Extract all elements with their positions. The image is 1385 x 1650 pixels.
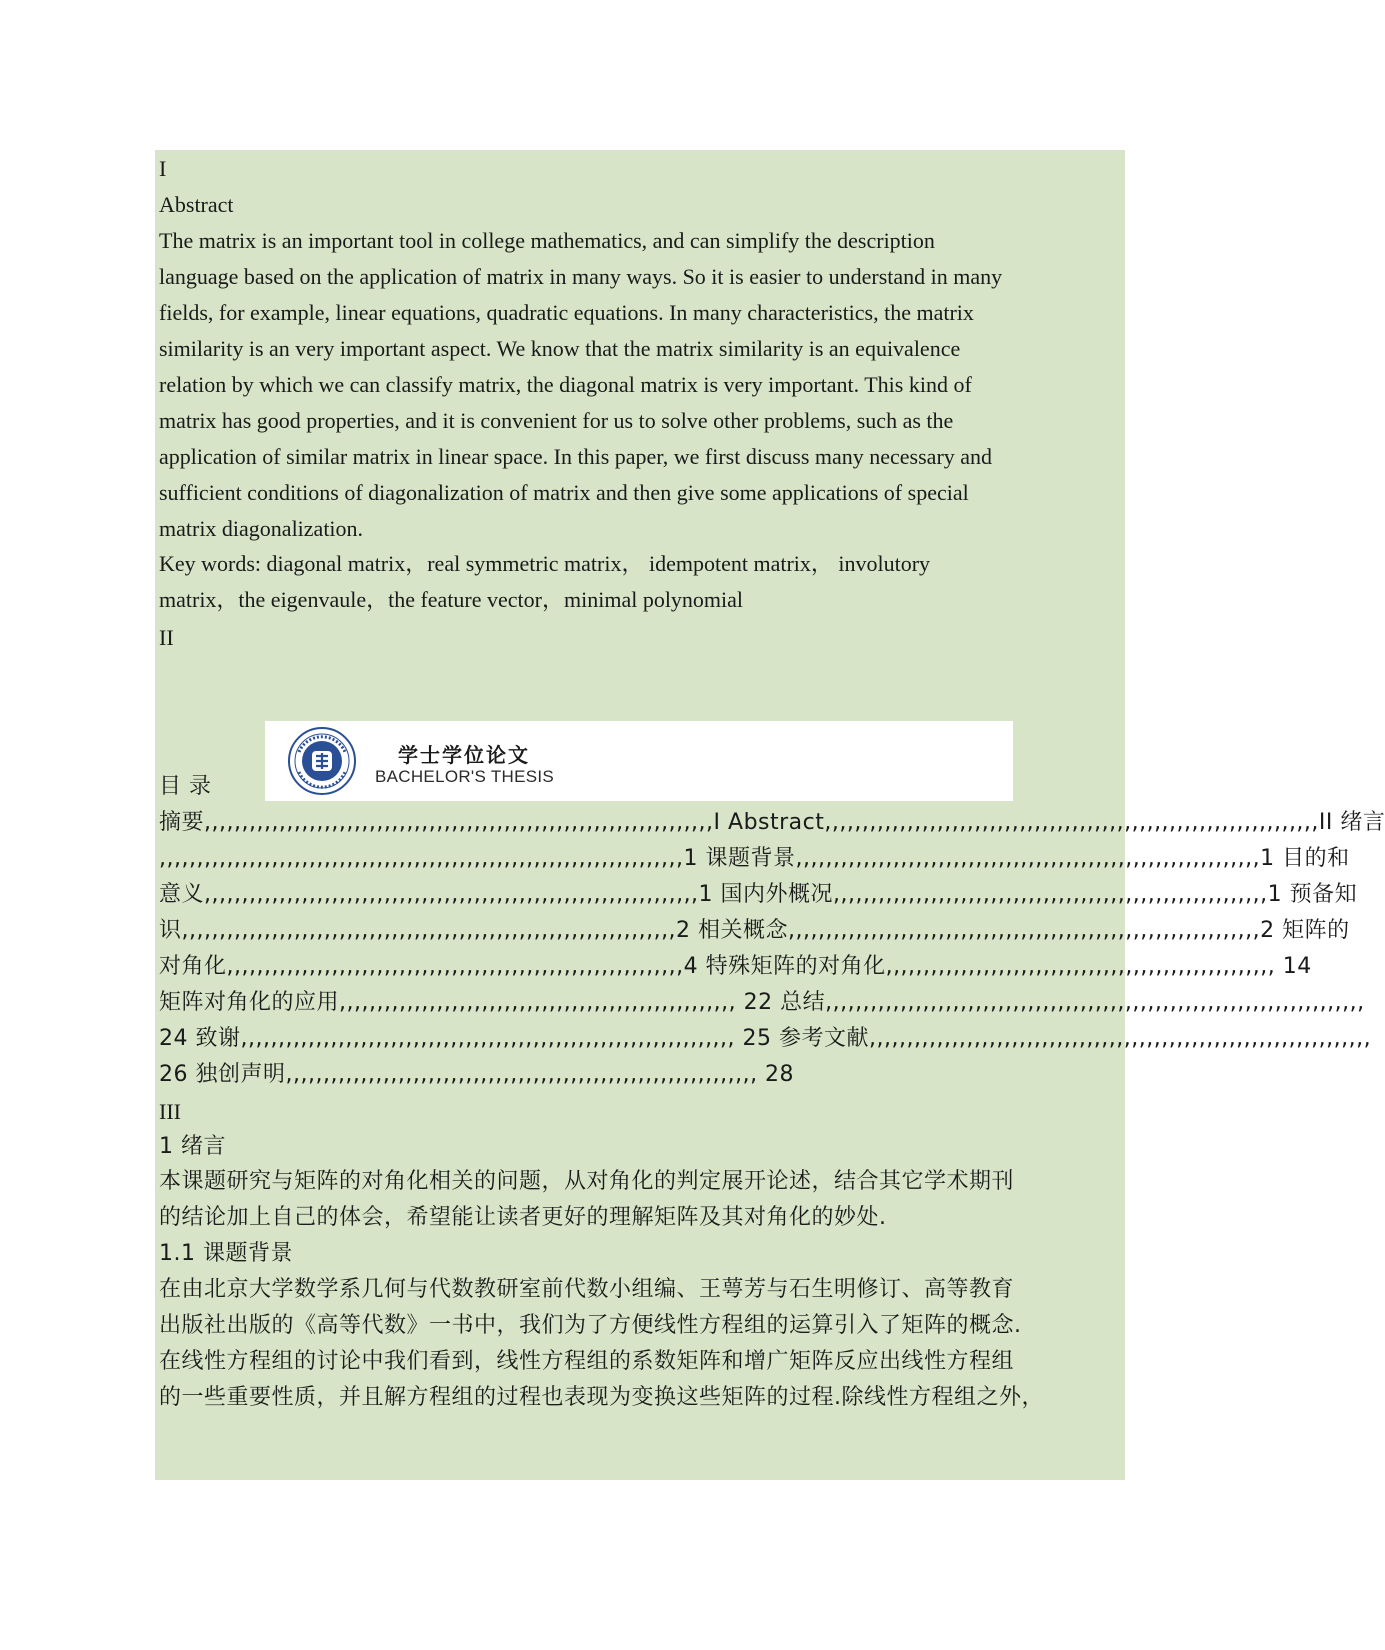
abstract-line: language based on the application of matrix in many ways. So it is easier to understand in many [159,264,1003,289]
section-1-1-line: 的一些重要性质，并且解方程组的过程也表现为变换这些矩阵的过程.除线性方程组之外， [159,1385,1044,1410]
section-1-1-line: 在线性方程组的讨论中我们看到，线性方程组的系数矩阵和增广矩阵反应出线性方程组 [159,1349,1015,1374]
toc-line: 对角化,,,,,,,,,,,,,,,,,,,,,,,,,,,,,,,,,,,,,,,,,,,,,,,,,,,,,,,,,,,,,4 特殊矩阵的对角化,,,,,,,,,,,,,,,,,,,,,,,,,,,,,,,,,,,,,,,,,,,,,,,,,,,, 14 [159,954,1312,979]
toc-line: 摘要,,,,,,,,,,,,,,,,,,,,,,,,,,,,,,,,,,,,,,,,,,,,,,,,,,,,,,,,,,,,,,,,,,,,I Abstract,,,,,,,,,,,,,,,,,,,,,,,,,,,,,,,,,,,,,,,,,,,,,,,,,,,,,,,,,,,,,,,,,,II 绪言 [159,810,1385,835]
abstract-line: application of similar matrix in linear space. In this paper, we first discuss many necessary and [159,444,993,469]
abstract-line: The matrix is an important tool in college mathematics, and can simplify the description [159,228,935,253]
document-text-block [155,150,1385,1480]
section-1-1-line: 出版社出版的《高等代数》一书中，我们为了方便线性方程组的运算引入了矩阵的概念. [159,1313,1022,1338]
toc-line: ,,,,,,,,,,,,,,,,,,,,,,,,,,,,,,,,,,,,,,,,,,,,,,,,,,,,,,,,,,,,,,,,,,,,,,1 课题背景,,,,,,,,,,,,,,,,,,,,,,,,,,,,,,,,,,,,,,,,,,,,,,,,,,,,,,,,,,,,,,1 目的和 [159,846,1350,871]
abstract-line: fields, for example, linear equations, quadratic equations. In many characteristics, the matrix [159,300,974,325]
abstract-line: similarity is an very important aspect. We know that the matrix similarity is an equivalence [159,336,961,361]
toc-line: 26 独创声明,,,,,,,,,,,,,,,,,,,,,,,,,,,,,,,,,,,,,,,,,,,,,,,,,,,,,,,,,,,,,,, 28 [159,1062,795,1087]
section-1-line: 的结论加上自己的体会，希望能让读者更好的理解矩阵及其对角化的妙处. [159,1205,887,1230]
page-marker-i: I [159,156,167,181]
section-1-line: 本课题研究与矩阵的对角化相关的问题，从对角化的判定展开论述，结合其它学术期刊 [159,1169,1015,1194]
section-1-heading: 1 绪言 [159,1134,226,1159]
abstract-line: sufficient conditions of diagonalization of matrix and then give some applications of special [159,480,969,505]
toc-line: 识,,,,,,,,,,,,,,,,,,,,,,,,,,,,,,,,,,,,,,,,,,,,,,,,,,,,,,,,,,,,,,,,,,2 相关概念,,,,,,,,,,,,,,,,,,,,,,,,,,,,,,,,,,,,,,,,,,,,,,,,,,,,,,,,,,,,,,,2 矩阵的 [159,918,1350,943]
toc-line: 24 致谢,,,,,,,,,,,,,,,,,,,,,,,,,,,,,,,,,,,,,,,,,,,,,,,,,,,,,,,,,,,,,,,,,, 25 参考文献,,,,,,,,,,,,,,,,,,,,,,,,,,,,,,,,,,,,,,,,,,,,,,,,,,,,,,,,,,,,,,,,,,, [159,1026,1372,1051]
abstract-line: relation by which we can classify matrix, the diagonal matrix is very important. This kind of [159,372,972,397]
page-marker-iii: III [159,1099,181,1124]
keywords-line: Key words: diagonal matrix，real symmetric matrix， idempotent matrix， involutory [159,551,931,576]
keywords-line: matrix，the eigenvaule，the feature vector，minimal polynomial [159,587,744,612]
toc-heading: 目 录 [159,774,212,799]
abstract-line: matrix diagonalization. [159,516,364,541]
toc-line: 意义,,,,,,,,,,,,,,,,,,,,,,,,,,,,,,,,,,,,,,,,,,,,,,,,,,,,,,,,,,,,,,,,,,1 国内外概况,,,,,,,,,,,,,,,,,,,,,,,,,,,,,,,,,,,,,,,,,,,,,,,,,,,,,,,,,,1 预备知 [159,882,1358,907]
section-1-1-line: 在由北京大学数学系几何与代数教研室前代数小组编、王萼芳与石生明修订、高等教育 [159,1277,1015,1302]
abstract-heading: Abstract [159,192,234,217]
page-marker-ii: II [159,625,174,650]
logo-chinese-title: 学士学位论文 [398,743,530,767]
section-1-1-heading: 1.1 课题背景 [159,1241,293,1266]
abstract-line: matrix has good properties, and it is convenient for us to solve other problems, such as the [159,408,954,433]
toc-line: 矩阵对角化的应用,,,,,,,,,,,,,,,,,,,,,,,,,,,,,,,,,,,,,,,,,,,,,,,,,,,,, 22 总结,,,,,,,,,,,,,,,,,,,,,,,,,,,,,,,,,,,,,,,,,,,,,,,,,,,,,,,,,,,,,,,,,,,,,,,, [159,990,1365,1015]
logo-english-title: BACHELOR'S THESIS [375,767,555,786]
